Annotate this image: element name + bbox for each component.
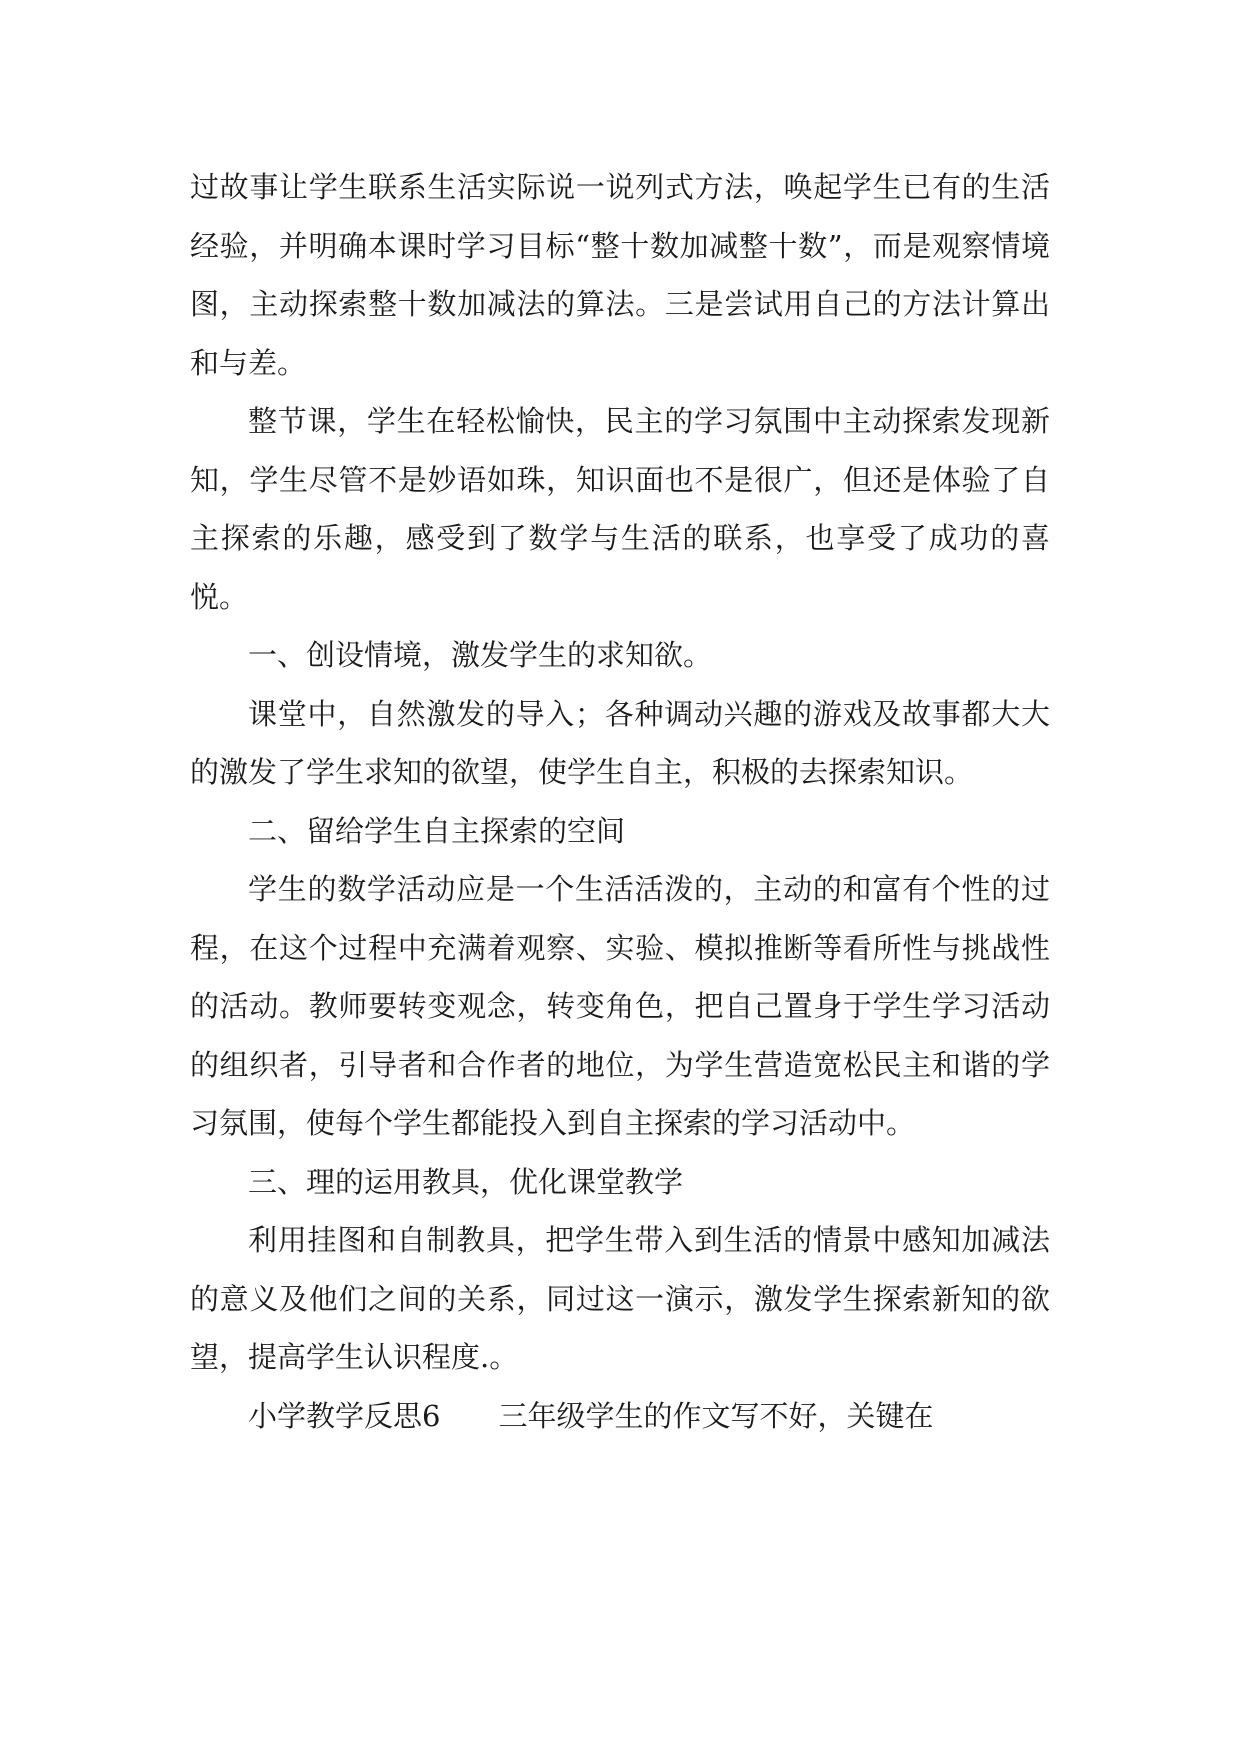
section-heading-2: 二、留给学生自主探索的空间 xyxy=(248,813,626,848)
section-heading-1: 一、创设情境，激发学生的求知欲。 xyxy=(248,638,713,672)
paragraph-continuation: 过故事让学生联系生活实际说一说列式方法，唤起学生已有的生活经验，并明确本课时学习目标“整十数加减整十数”，而是观察情境图，主动探索整十数加减法的算法。三是尝试用自己的方法计算出和与差。 xyxy=(190,170,1050,380)
paragraph-section-1: 课堂中，自然激发的导入；各种调动兴趣的游戏及故事都大大的激发了学生求知的欲望，使学生自主，积极的去探索知识。 xyxy=(190,696,1050,789)
paragraph-summary: 整节课，学生在轻松愉快，民主的学习氛围中主动探索发现新知，学生尽管不是妙语如珠，知识面也不是很广，但还是体验了自主探索的乐趣，感受到了数学与生活的联系，也享受了成功的喜悦。 xyxy=(190,404,1050,614)
paragraph-section-2: 学生的数学活动应是一个生活活泼的，主动的和富有个性的过程，在这个过程中充满着观察、实验、模拟推断等看所性与挑战性的活动。教师要转变观念，转变角色，把自己置身于学生学习活动的组织者，引导者和合作者的地位，为学生营造宽松民主和谐的学习氛围，使每个学生都能投入到自主探索的学习活动中。 xyxy=(190,872,1050,1140)
paragraph-next-reflection: 小学教学反思6 三年级学生的作文写不好，关键在 xyxy=(248,1398,934,1433)
document-body xyxy=(190,158,1050,1445)
paragraph-section-3: 利用挂图和自制教具，把学生带入到生活的情景中感知加减法的意义及他们之间的关系，同过这一演示，激发学生探索新知的欲望，提高学生认识程度.。 xyxy=(190,1223,1050,1374)
section-heading-3: 三、理的运用教具，优化课堂教学 xyxy=(248,1164,684,1199)
